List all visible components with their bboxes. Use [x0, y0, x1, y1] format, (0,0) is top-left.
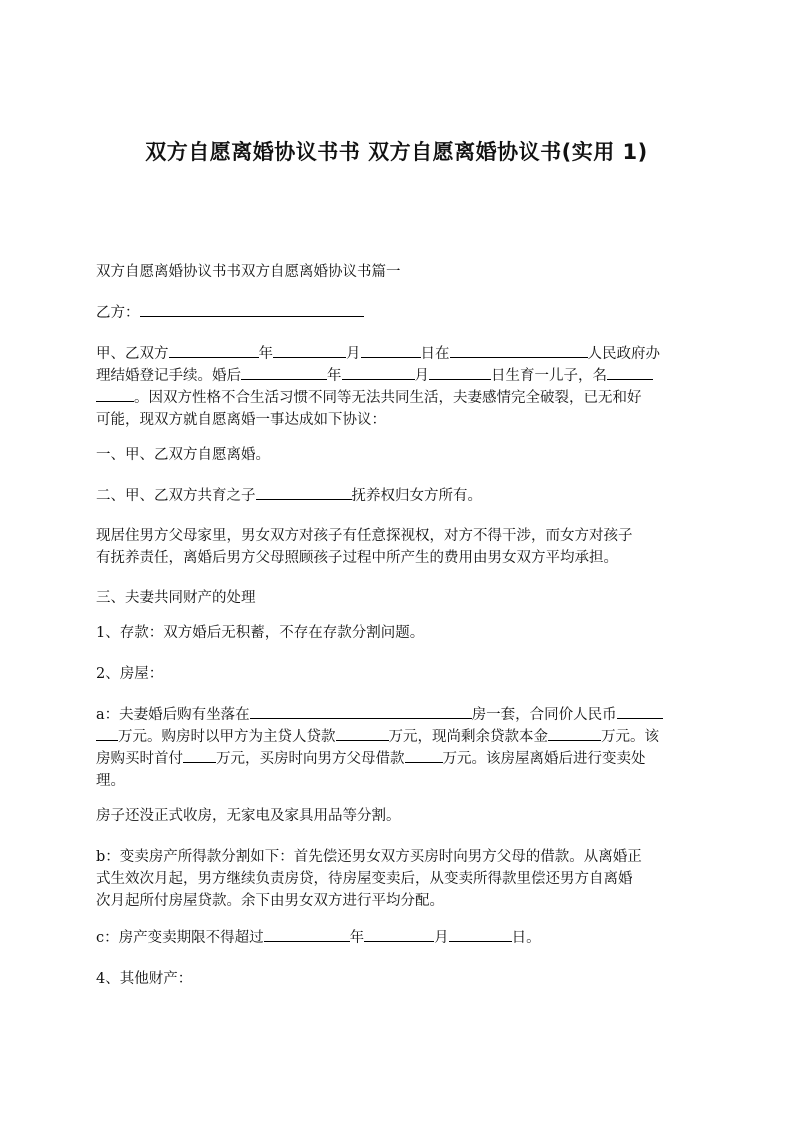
text-span: 万元，买房时向男方父母借款 [216, 751, 405, 767]
text-span: 万元。该房屋离婚后进行变卖处 [442, 751, 646, 767]
blank-line [273, 343, 346, 358]
text-span: 甲、乙双方 [96, 346, 169, 362]
text-span: 月 [414, 368, 429, 384]
house-clause-a [96, 704, 698, 792]
blank-line [336, 726, 389, 741]
blank-line [548, 726, 601, 741]
blank-line [449, 927, 512, 942]
blank-line [342, 365, 415, 380]
house-clause-b [96, 846, 698, 912]
blank-line [264, 927, 350, 942]
blank-line [183, 748, 216, 763]
house-heading: 2、房屋： [96, 666, 164, 682]
text-span: 万元。购房时以甲方为主贷人贷款 [118, 729, 336, 745]
text-line [96, 365, 698, 387]
text-span: 日。 [511, 930, 541, 946]
intro-paragraph [96, 343, 698, 431]
text-span: 年 [327, 368, 342, 384]
text-line: 次月起所付房屋贷款。余下由男女双方进行平均分配。 [96, 893, 444, 909]
blank-line [140, 302, 364, 317]
text-span: 年 [258, 346, 273, 362]
deposit-clause: 1、存款：双方婚后无积蓄，不存在存款分割问题。 [96, 625, 425, 641]
text-span: 人民政府办 [587, 346, 660, 362]
text-line: b：变卖房产所得款分割如下：首先偿还男女双方买房时向男方父母的借款。从离婚正 [96, 849, 642, 865]
party-b-line [96, 302, 698, 324]
party-b-label: 乙方： [96, 305, 140, 321]
blank-line [169, 343, 259, 358]
text-span: 房一套，合同价人民币 [471, 707, 617, 723]
text-span: 抚养权归女方所有。 [351, 488, 482, 504]
section-heading: 双方自愿离婚协议书书双方自愿离婚协议书篇一 [96, 264, 401, 280]
text-span: 万元。该 [601, 729, 659, 745]
other-property-heading: 4、其他财产： [96, 971, 193, 987]
text-line [96, 748, 698, 770]
text-line: 理。 [96, 773, 125, 789]
document-title: 双方自愿离婚协议书书 双方自愿离婚协议书(实用 1) [145, 140, 648, 164]
text-line [96, 343, 698, 365]
text-span: 房购买时首付 [96, 751, 183, 767]
text-span: 理结婚登记手续。婚后 [96, 368, 241, 384]
clause-1: 一、甲、乙双方自愿离婚。 [96, 447, 270, 463]
blank-line [405, 748, 443, 763]
blank-line [256, 485, 352, 500]
blank-line [617, 704, 663, 719]
text-line: 有抚养责任，离婚后男方父母照顾孩子过程中所产生的费用由男女双方平均承担。 [96, 550, 618, 566]
text-line [96, 726, 698, 748]
text-line [96, 704, 698, 726]
text-span: 月 [434, 930, 449, 946]
blank-line [364, 927, 434, 942]
blank-line [96, 387, 134, 402]
text-span: a：夫妻婚后购有坐落在 [96, 707, 250, 723]
clause-3-heading: 三、夫妻共同财产的处理 [96, 590, 256, 606]
clause-2 [96, 485, 698, 507]
blank-line [361, 343, 421, 358]
house-clause-c [96, 927, 698, 949]
text-line: 现居住男方父母家里，男女双方对孩子有任意探视权，对方不得干涉，而女方对孩子 [96, 528, 633, 544]
text-line: 可能，现双方就自愿离婚一事达成如下协议： [96, 412, 386, 428]
blank-line [429, 365, 491, 380]
text-line: 式生效次月起，男方继续负责房贷，待房屋变卖后，从变卖所得款里偿还男方自离婚 [96, 871, 633, 887]
text-span: 日生育一儿子，名 [491, 368, 607, 384]
blank-line [241, 365, 327, 380]
text-span: 日在 [420, 346, 450, 362]
text-span: 万元，现尚剩余贷款本金 [388, 729, 548, 745]
text-span: 年 [349, 930, 365, 946]
blank-line [450, 343, 588, 358]
text-span: 二、甲、乙双方共育之子 [96, 488, 256, 504]
text-span: c：房产变卖期限不得超过 [96, 930, 264, 946]
text-span: 月 [346, 346, 361, 362]
blank-line [250, 704, 472, 719]
blank-line [96, 726, 118, 741]
text-line [96, 387, 698, 409]
house-note: 房子还没正式收房，无家电及家具用品等分割。 [96, 808, 401, 824]
blank-line [607, 365, 653, 380]
custody-paragraph [96, 525, 698, 569]
text-span: 。因双方性格不合生活习惯不同等无法共同生活，夫妻感情完全破裂，已无和好 [134, 390, 642, 406]
